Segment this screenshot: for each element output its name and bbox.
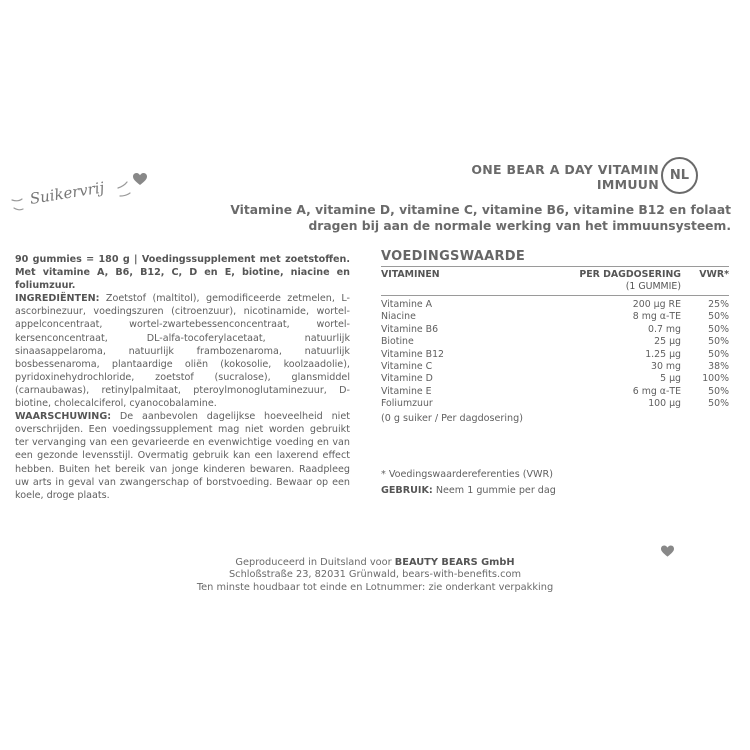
table-row	[381, 361, 729, 373]
table-row	[381, 398, 729, 410]
vitamin-name: Biotine	[381, 336, 414, 348]
table-row	[381, 311, 729, 323]
table-row	[381, 386, 729, 398]
warning-label: WAARSCHUWING:	[15, 411, 112, 423]
vitamin-dose: 200 µg RE	[632, 299, 681, 310]
vitamin-name: Vitamine A	[381, 299, 433, 310]
manufacturer-prefix: Geproduceerd in Duitsland voor	[235, 557, 395, 568]
product-title	[471, 162, 659, 192]
language-badge	[661, 157, 698, 194]
product-title-line1: ONE BEAR A DAY VITAMIN	[471, 162, 659, 177]
usage-label: GEBRUIK:	[381, 485, 433, 496]
vitamin-vwr: 100%	[702, 373, 729, 385]
vitamin-name: Vitamine E	[381, 385, 432, 397]
vitamin-name: Vitamine B12	[381, 348, 445, 360]
manufacturer-address: Schloßstraße 23, 82031 Grünwald, bears-with-benefits.com	[228, 569, 522, 581]
product-summary: 90 gummies = 180 g | Voedingssupplement met zoetstoffen. Met vitamine A, B6, B12, C, D en E, biotine, niacine en foliumzuur.	[15, 254, 350, 292]
usage-instructions	[381, 485, 556, 496]
header-dose	[579, 269, 681, 293]
ingredients-label: INGREDIËNTEN:	[15, 293, 100, 305]
header-vwr: VWR*	[699, 269, 729, 280]
vitamin-vwr: 25%	[708, 299, 729, 310]
language-badge-label: NL	[669, 168, 690, 183]
vitamin-dose: 30 mg	[651, 360, 681, 372]
table-row	[381, 299, 729, 311]
vitamin-vwr: 38%	[708, 360, 729, 372]
manufacturer-company: BEAUTY BEARS GmbH	[394, 557, 515, 568]
vitamin-dose: 6 mg α-TE	[632, 385, 681, 397]
vitamin-vwr: 50%	[708, 336, 729, 348]
vitamin-vwr: 50%	[708, 348, 729, 360]
nutrition-table	[381, 266, 729, 411]
sugar-free-label: Suikervrij	[28, 178, 106, 208]
health-claim: Vitamine A, vitamine D, vitamine C, vitamine B6, vitamine B12 en folaat dragen bij aan de normale werking van het immuunsysteem.	[230, 203, 731, 233]
vitamin-dose: 0.7 mg	[648, 323, 681, 335]
ingredients-text: Zoetstof (maltitol), gemodificeerde zetmelen, L-ascorbinezuur, voedingszuren (citroenzuur), nicotinamide, wortel-appelconcentraat, wortel-zwartebessenconcentraat, wortel-kersenconcentraat, DL-alfa-tocoferylacetaat, natuurlijk sinaasappelaroma, natuurlijk frambozenaroma, natuurlijk bosbessenaroma, plantaardige oliën (kokosolie, koolzaadolie), pyridoxinehydrochloride, zoetstof (sucralose), glansmiddel (carnaubawas), retinylpalmitaat, pteroylmonoglutaminezuur, D-biotine, cholecalciferol, cyanocobalamine.	[15, 293, 350, 410]
header-dose-sub: (1 GUMMIE)	[625, 281, 681, 292]
vitamin-dose: 5 µg	[660, 373, 681, 385]
nutrition-table-header	[381, 266, 729, 296]
table-row	[381, 349, 729, 361]
vitamin-dose: 100 µg	[648, 398, 681, 410]
table-row	[381, 336, 729, 348]
nutrition-title: VOEDINGSWAARDE	[381, 249, 526, 264]
vitamin-dose: 25 µg	[654, 336, 681, 348]
vitamin-vwr: 50%	[708, 398, 729, 410]
vitamin-dose: 1.25 µg	[645, 348, 681, 360]
expiry-note: Ten minste houdbaar tot einde en Lotnummer: zie onderkant verpakking	[196, 581, 554, 593]
vwr-footnote: * Voedingswaardereferenties (VWR)	[381, 469, 553, 480]
vitamin-name: Niacine	[381, 311, 416, 323]
table-row	[381, 324, 729, 336]
usage-text: Neem 1 gummie per dag	[432, 485, 556, 496]
vitamin-name: Foliumzuur	[381, 398, 433, 410]
vitamin-vwr: 50%	[708, 311, 729, 323]
vitamin-vwr: 50%	[708, 323, 729, 335]
nutrition-rows	[381, 299, 729, 411]
vitamin-dose: 8 mg α-TE	[632, 311, 681, 323]
heart-icon	[133, 173, 147, 186]
header-vitamins: VITAMINEN	[381, 269, 440, 280]
vitamin-vwr: 50%	[708, 385, 729, 397]
product-info	[15, 253, 350, 502]
vitamin-name: Vitamine B6	[381, 323, 439, 335]
table-row	[381, 373, 729, 385]
product-title-line2: IMMUUN	[596, 177, 659, 192]
header-dose-label: PER DAGDOSERING	[579, 269, 681, 280]
sugar-note: (0 g suiker / Per dagdosering)	[381, 413, 523, 424]
vitamin-name: Vitamine C	[381, 360, 433, 372]
warning-text: De aanbevolen dagelijkse hoeveelheid niet overschrijden. Een voedingssupplement mag niet worden gebruikt ter vervanging van een gevarieerde en evenwichtige voeding en van een gezonde levensstijl. Overmatig gebruik kan een laxerend effect hebben. Buiten het bereik van jonge kinderen bewaren. Raadpleeg uw arts in geval van zwangerschap of borstvoeding. Bewaar op een koele, droge plaats.	[15, 411, 350, 501]
ingredients-paragraph	[15, 292, 350, 410]
warning-paragraph	[15, 410, 350, 502]
footer	[0, 557, 750, 594]
manufacturer-line	[0, 557, 750, 569]
vitamin-name: Vitamine D	[381, 373, 433, 385]
